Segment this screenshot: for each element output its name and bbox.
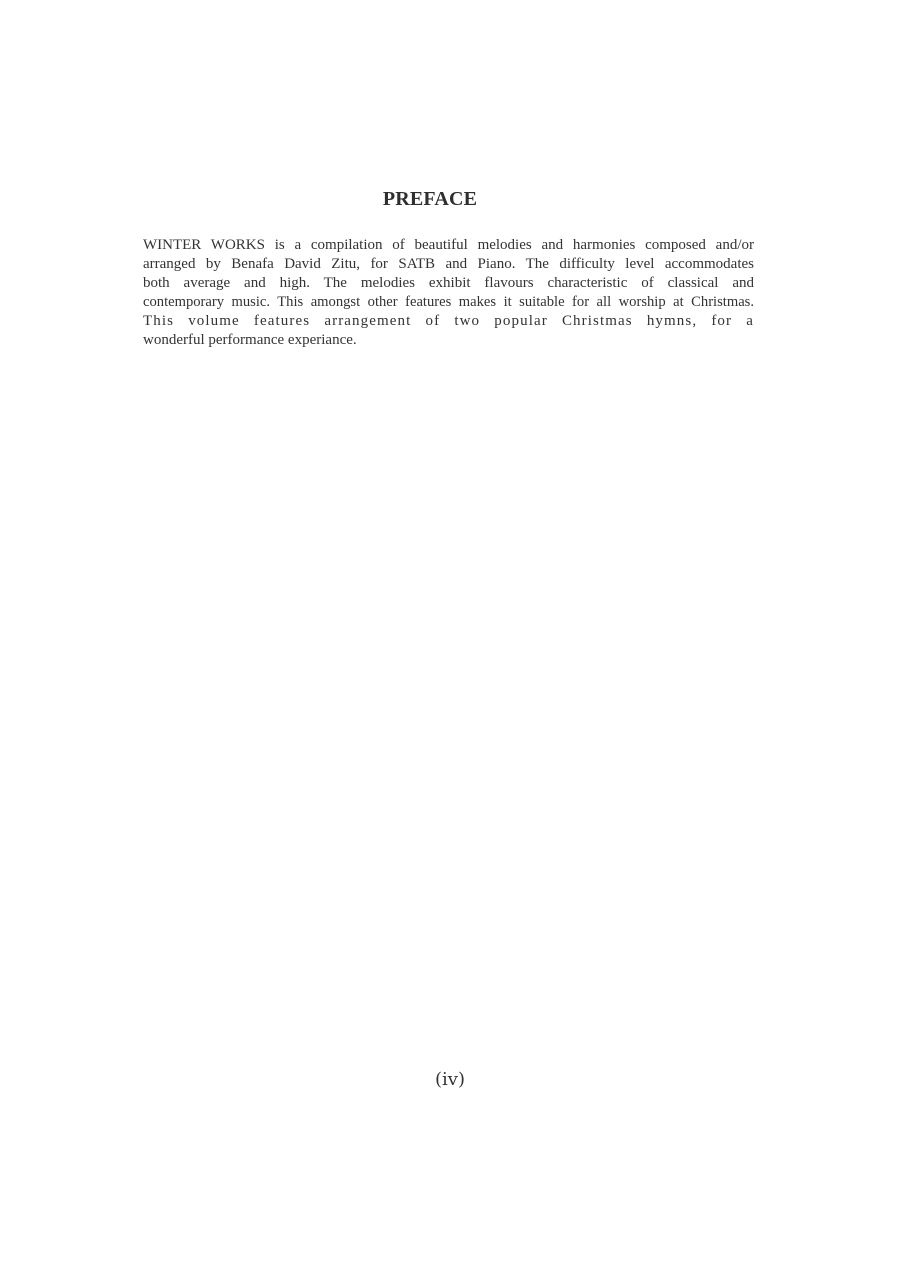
page-number: (iv) bbox=[435, 1069, 465, 1090]
paragraph-line: both average and high. The melodies exhibit flavours characteristic of classical and bbox=[143, 275, 754, 291]
paragraph-line: wonderful performance experiance. bbox=[143, 332, 357, 348]
paragraph-line: WINTER WORKS is a compilation of beautiful melodies and harmonies composed and/or bbox=[143, 237, 754, 253]
preface-paragraph bbox=[143, 236, 754, 350]
paragraph-line: arranged by Benafa David Zitu, for SATB and Piano. The difficulty level accommodates bbox=[143, 256, 754, 272]
page-heading: PREFACE bbox=[382, 188, 478, 210]
paragraph-line: This volume features arrangement of two popular Christmas hymns, for a bbox=[143, 313, 754, 329]
paragraph-line: contemporary music. This amongst other features makes it suitable for all worship at Christmas. bbox=[143, 294, 754, 310]
